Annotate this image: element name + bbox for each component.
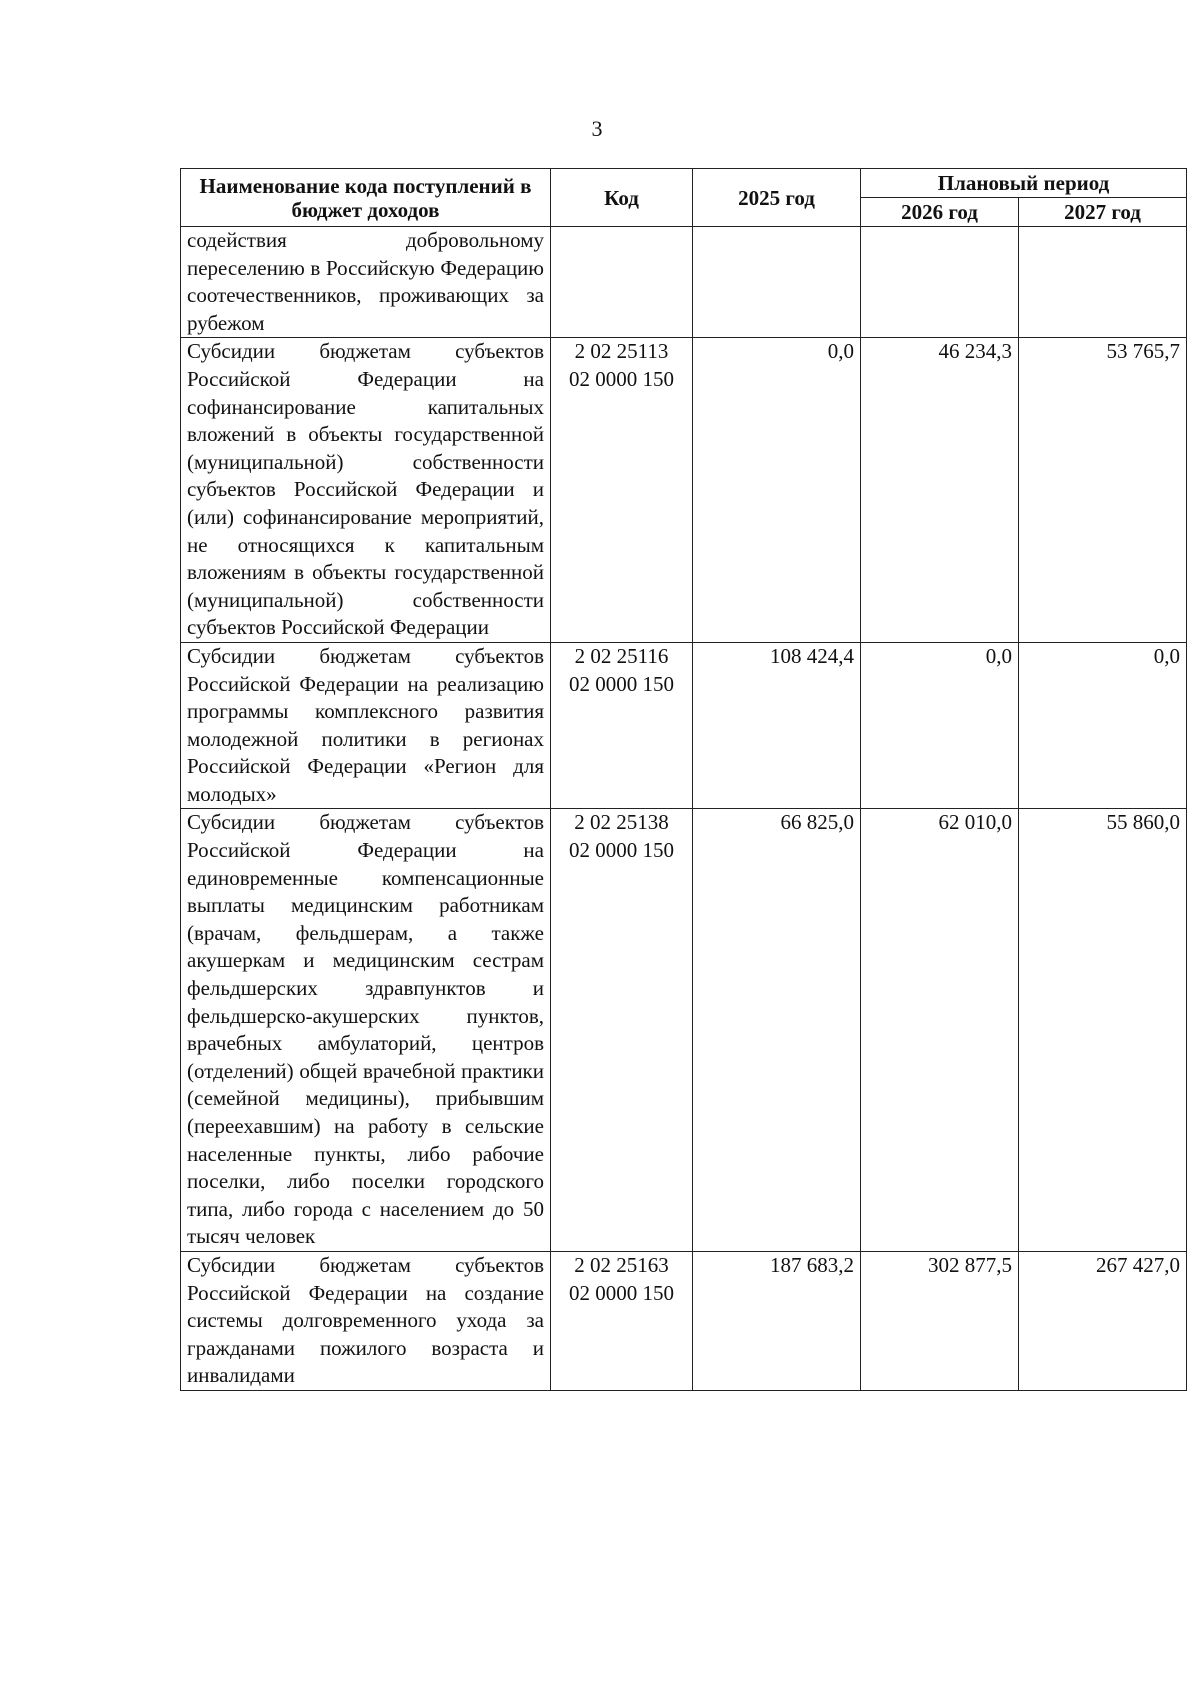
- header-planned-period: Плановый период: [861, 169, 1187, 198]
- row-value-2026: 0,0: [861, 642, 1019, 809]
- header-name: Наименование кода поступлений в бюджет доходов: [181, 169, 551, 227]
- row-code: 2 02 25113 02 0000 150: [551, 338, 693, 643]
- row-name: Субсидии бюджетам субъектов Российской Федерации на реализацию программы комплексного развития молодежной политики в регионах Российской Федерации «Регион для молодых»: [181, 642, 551, 809]
- header-code: Код: [551, 169, 693, 227]
- row-value-2027: 0,0: [1019, 642, 1187, 809]
- table-row: [181, 1251, 1187, 1390]
- row-code: 2 02 25138 02 0000 150: [551, 809, 693, 1252]
- row-value-2026: 62 010,0: [861, 809, 1019, 1252]
- row-value-2027: 53 765,7: [1019, 338, 1187, 643]
- table-row: [181, 338, 1187, 643]
- row-value-2025: 0,0: [693, 338, 861, 643]
- row-name: Субсидии бюджетам субъектов Российской Федерации на создание системы долговременного ухода за гражданами пожилого возраста и инвалидами: [181, 1251, 551, 1390]
- row-value-2026: 302 877,5: [861, 1251, 1019, 1390]
- row-value-2025: 108 424,4: [693, 642, 861, 809]
- row-value-2026: [861, 227, 1019, 338]
- row-value-2025: 66 825,0: [693, 809, 861, 1252]
- page-number: 3: [591, 116, 603, 141]
- row-value-2027: [1019, 227, 1187, 338]
- table-row: [181, 227, 1187, 338]
- header-year-2026: 2026 год: [861, 198, 1019, 227]
- row-name: Субсидии бюджетам субъектов Российской Федерации на единовременные компенсационные выплаты медицинским работникам (врачам, фельдшерам, а также акушеркам и медицинским сестрам фельдшерских здравпунктов и фельдшерско-акушерских пунктов, врачебных амбулаторий, центров (отделений) общей врачебной практики (семейной медицины), прибывшим (переехавшим) на работу в сельские населенные пункты, либо рабочие поселки, либо поселки городского типа, либо города с населением до 50 тысяч человек: [181, 809, 551, 1252]
- budget-revenue-table: [180, 168, 1187, 1391]
- row-value-2025: 187 683,2: [693, 1251, 861, 1390]
- header-year-2027: 2027 год: [1019, 198, 1187, 227]
- row-code: 2 02 25116 02 0000 150: [551, 642, 693, 809]
- header-year-2025: 2025 год: [693, 169, 861, 227]
- row-code: [551, 227, 693, 338]
- table-row: [181, 809, 1187, 1252]
- row-name: Субсидии бюджетам субъектов Российской Федерации на софинансирование капитальных вложений в объекты государственной (муниципальной) собственности субъектов Российской Федерации и (или) софинансирование мероприятий, не относящихся к капитальным вложениям в объекты государственной (муниципальной) собственности субъектов Российской Федерации: [181, 338, 551, 643]
- row-value-2026: 46 234,3: [861, 338, 1019, 643]
- row-value-2027: 267 427,0: [1019, 1251, 1187, 1390]
- row-value-2025: [693, 227, 861, 338]
- row-code: 2 02 25163 02 0000 150: [551, 1251, 693, 1390]
- table-row: [181, 642, 1187, 809]
- row-value-2027: 55 860,0: [1019, 809, 1187, 1252]
- row-name: содействия добровольному переселению в Российскую Федерацию соотечественников, проживающих за рубежом: [181, 227, 551, 338]
